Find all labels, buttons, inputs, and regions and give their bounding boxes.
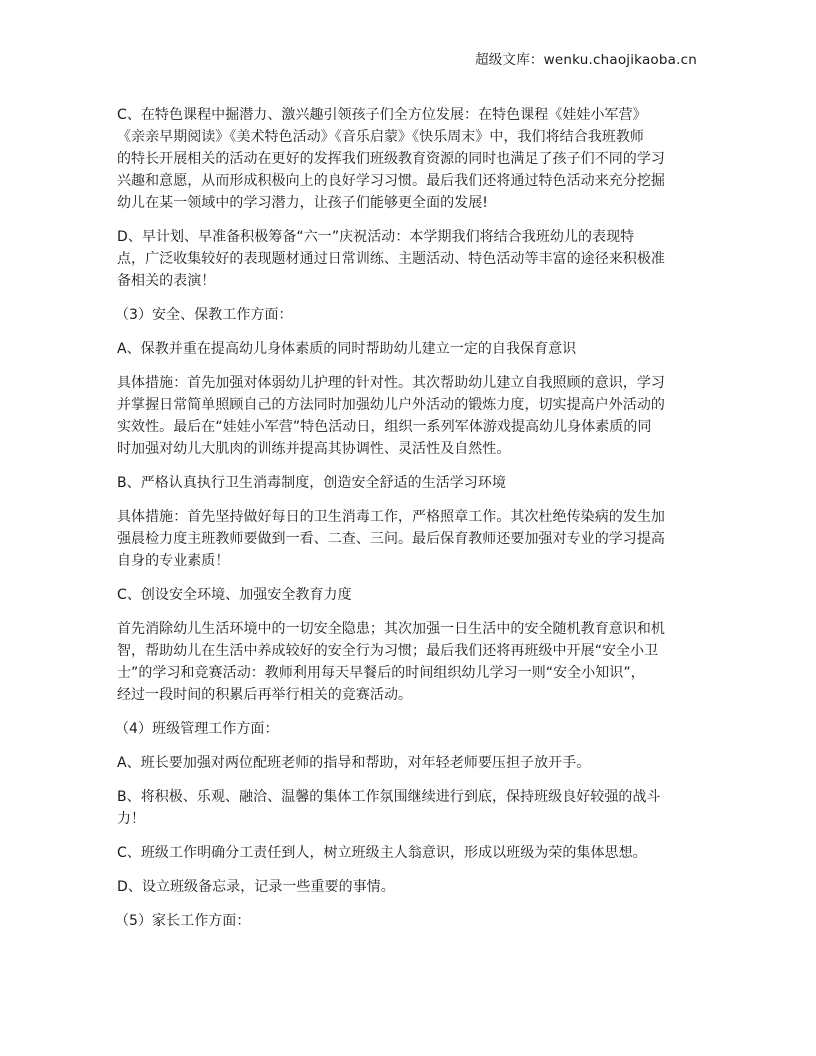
text-line: 经过一段时间的积累后再举行相关的竞赛活动。 [117,687,413,703]
paragraph-safety-c-title [117,584,702,606]
text-line: D、设立班级备忘录，记录一些重要的事情。 [117,879,395,895]
text-line: （4）班级管理工作方面： [115,721,279,737]
text-line: D、早计划、早准备积极筹备“六一”庆祝活动：本学期我们将结合我班幼儿的表现特 [117,229,635,245]
text-line: 首先消除幼儿生活环境中的一切安全隐患；其次加强一日生活中的安全随机教育意识和机 [117,621,665,637]
text-line: A、班长要加强对两位配班老师的指导和帮助，对年轻老师要压担子放开手。 [117,755,591,771]
paragraph-safety-c-measures [117,618,702,706]
paragraph-june-first-preparation [117,226,702,292]
text-line: C、创设安全环境、加强安全教育力度 [117,587,352,603]
paragraph-safety-b-measures [117,506,702,572]
text-line: 备相关的表演！ [117,273,216,289]
text-line: 实效性。最后在“娃娃小军营”特色活动日，组织一系列军体游戏提高幼儿身体素质的同 [117,419,652,435]
text-line: 幼儿在某一领域中的学习潜力，让孩子们能够更全面的发展! [117,195,488,211]
text-line: 具体措施：首先加强对体弱幼儿护理的针对性。其次帮助幼儿建立自我照顾的意识，学习 [117,375,665,391]
paragraph-special-courses [117,104,702,214]
text-line: A、保教并重在提高幼儿身体素质的同时帮助幼儿建立一定的自我保育意识 [117,341,577,357]
paragraph-management-a [117,752,702,774]
text-line: 的特长开展相关的活动在更好的发挥我们班级教育资源的同时也满足了孩子们不同的学习 [117,151,665,167]
text-line: 士”的学习和竞赛活动：教师利用每天早餐后的时间组织幼儿学习一则“安全小知识”， [117,665,645,681]
paragraph-safety-a-title [117,338,702,360]
paragraph-safety-a-measures [117,372,702,460]
text-line: （5）家长工作方面： [115,913,251,929]
document-body [117,104,702,944]
paragraph-safety-b-title [117,472,702,494]
text-line: 点，广泛收集较好的表现题材通过日常训练、主题活动、特色活动等丰富的途径来积极准 [117,251,665,267]
text-line: 时加强对幼儿大肌肉的训练并提高其协调性、灵活性及自然性。 [117,441,511,457]
text-line: 具体措施：首先坚持做好每日的卫生消毒工作，严格照章工作。其次杜绝传染病的发生加 [117,509,665,525]
section-heading-parent-work [117,910,702,932]
text-line: 自身的专业素质！ [117,553,230,569]
text-line: 《亲亲早期阅读》《美术特色活动》《音乐启蒙》《快乐周末》中，我们将结合我班教师 [117,129,644,145]
paragraph-management-b [117,786,702,830]
text-line: B、将积极、乐观、融洽、温馨的集体工作氛围继续进行到底，保持班级良好较强的战斗 [117,789,661,805]
text-line: C、在特色课程中掘潜力、激兴趣引领孩子们全方位发展：在特色课程《娃娃小军营》 [117,107,647,123]
text-line: 并掌握日常简单照顾自己的方法同时加强幼儿户外活动的锻炼力度，切实提高户外活动的 [117,397,665,413]
text-line: C、班级工作明确分工责任到人，树立班级主人翁意识，形成以班级为荣的集体思想。 [117,845,647,861]
text-line: 力！ [117,811,146,827]
text-line: 强晨检力度主班教师要做到一看、二查、三问。最后保育教师还要加强对专业的学习提高 [117,531,665,547]
paragraph-management-c [117,842,702,864]
text-line: （3）安全、保教工作方面： [115,307,293,323]
text-line: 兴趣和意愿，从而形成积极向上的良好学习习惯。最后我们还将通过特色活动来充分挖掘 [117,173,665,189]
page-header-source: 超级文库：wenku.chaojikaoba.cn [475,52,697,68]
text-line: 智，帮助幼儿在生活中养成较好的安全行为习惯；最后我们还将再班级中开展“安全小卫 [117,643,659,659]
section-heading-class-management [117,718,702,740]
text-line: B、严格认真执行卫生消毒制度，创造安全舒适的生活学习环境 [117,475,507,491]
section-heading-safety-care [117,304,702,326]
paragraph-management-d [117,876,702,898]
